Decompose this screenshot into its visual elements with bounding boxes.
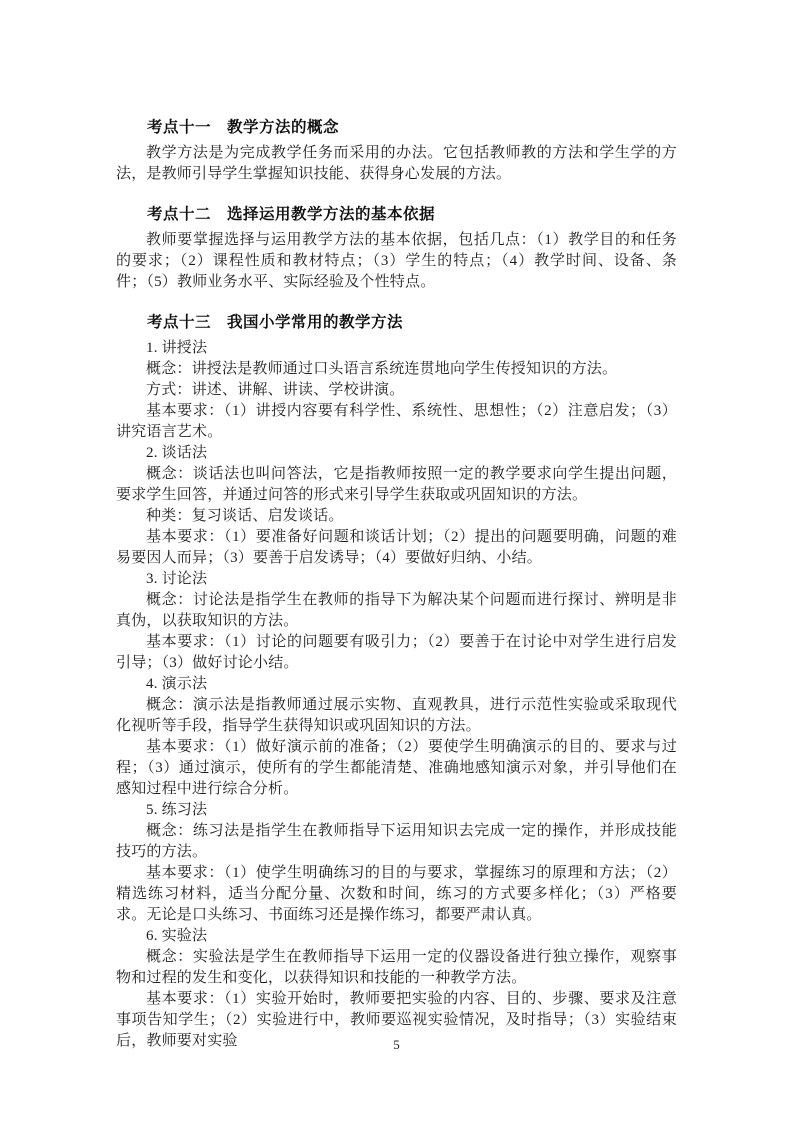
paragraph: 概念：演示法是指教师通过展示实物、直观教具，进行示范性实验或采取现代化视听等手段，指导学生获得知识或巩固知识的方法。 (116, 697, 677, 734)
page-number: 5 (393, 1037, 400, 1052)
paragraph-list-item: 6. 实验法 (146, 928, 208, 944)
paragraph-list-item: 4. 演示法 (146, 676, 208, 692)
paragraph: 概念：讨论法是指学生在教师的指导下为解决某个问题而进行探讨、辨明是非真伪，以获取知识的方法。 (116, 592, 677, 629)
paragraph: 概念：谈话法也叫问答法，它是指教师按照一定的教学要求向学生提出问题，要求学生回答，并通过问答的形式来引导学生获取或巩固知识的方法。 (116, 466, 677, 503)
paragraph-list-item: 1. 讲授法 (146, 340, 208, 356)
paragraph: 教师要掌握选择与运用教学方法的基本依据，包括几点：（1）教学目的和任务的要求；（2）课程性质和教材特点；（3）学生的特点；（4）教学时间、设备、条件；（5）教师业务水平、实际经验及个性特点。 (116, 232, 677, 290)
paragraph: 概念：讲授法是教师通过口头语言系统连贯地向学生传授知识的方法。 (146, 361, 618, 377)
paragraph: 种类：复习谈话、启发谈话。 (146, 508, 344, 524)
paragraph-list-item: 5. 练习法 (146, 802, 208, 818)
paragraph: 基本要求：（1）讨论的问题要有吸引力；（2）要善于在讨论中对学生进行启发引导；（3）做好讨论小结。 (116, 634, 677, 671)
paragraph: 基本要求：（1）讲授内容要有科学性、系统性、思想性；（2）注意启发；（3）讲究语言艺术。 (116, 403, 677, 440)
paragraph: 基本要求：（1）做好演示前的准备；（2）要使学生明确演示的目的、要求与过程；（3）通过演示，使所有的学生都能清楚、准确地感知演示对象，并引导他们在感知过程中进行综合分析。 (116, 739, 677, 797)
paragraph: 概念：练习法是指学生在教师指导下运用知识去完成一定的操作，并形成技能技巧的方法。 (116, 823, 677, 860)
paragraph-list-item: 3. 讨论法 (146, 571, 208, 587)
paragraph: 基本要求：（1）使学生明确练习的目的与要求，掌握练习的原理和方法；（2）精选练习材料，适当分配分量、次数和时间，练习的方式要多样化；（3）严格要求。无论是口头练习、书面练习还是操作练习，都要严肃认真。 (116, 865, 677, 923)
paragraph: 方式：讲述、讲解、讲读、学校讲演。 (146, 382, 405, 398)
section-heading: 考点十一 教学方法的概念 (147, 119, 340, 136)
section-kaodian-13 (116, 312, 677, 1052)
section-kaodian-12 (116, 204, 677, 293)
paragraph: 教学方法是为完成教学任务而采用的办法。它包括教师教的方法和学生学的方法，是教师引导学生掌握知识技能、获得身心发展的方法。 (116, 145, 677, 182)
section-heading: 考点十三 我国小学常用的教学方法 (147, 314, 404, 331)
section-heading: 考点十二 选择运用教学方法的基本依据 (147, 206, 436, 223)
paragraph-list-item: 2. 谈话法 (146, 445, 208, 461)
page-footer (0, 1034, 793, 1055)
paragraph: 基本要求：（1）实验开始时，教师要把实验的内容、目的、步骤、要求及注意事项告知学生；（2）实验进行中，教师要巡视实验情况，及时指导；（3）实验结束后，教师要对实验 (116, 991, 677, 1049)
section-kaodian-11 (116, 117, 677, 185)
paragraph: 基本要求：（1）要准备好问题和谈话计划；（2）提出的问题要明确，问题的难易要因人而异；（3）要善于启发诱导；（4）要做好归纳、小结。 (116, 529, 677, 566)
paragraph: 概念：实验法是学生在教师指导下运用一定的仪器设备进行独立操作，观察事物和过程的发生和变化，以获得知识和技能的一种教学方法。 (116, 949, 677, 986)
